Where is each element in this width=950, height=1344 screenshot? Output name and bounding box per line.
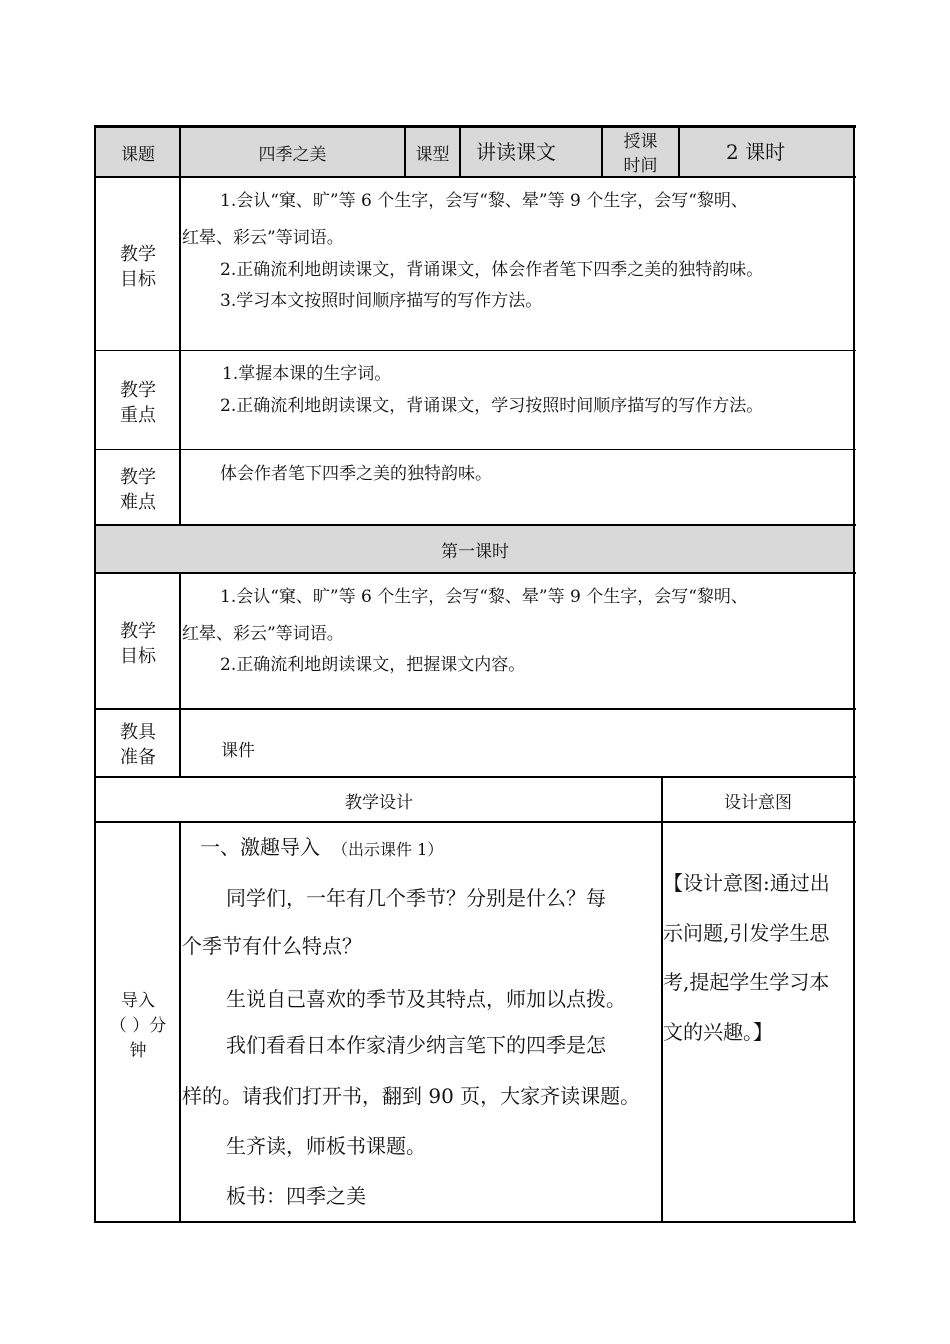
col-divider bbox=[678, 125, 680, 177]
session-goals-label-line1: 教学 bbox=[120, 621, 156, 642]
col-divider bbox=[661, 776, 663, 1223]
goals-line: 1.会认“窠、旷”等 6 个生字，会写“黎、晕”等 9 个生字，会写“黎明、 bbox=[220, 191, 748, 211]
intent-line: 【设计意图:通过出 bbox=[663, 871, 830, 895]
intro-label-line2: （ ）分 bbox=[109, 1016, 167, 1036]
materials-label-line1: 教具 bbox=[120, 722, 156, 743]
table-border-right bbox=[853, 125, 855, 1223]
session-goals-line: 2.正确流利地朗读课文，把握课文内容。 bbox=[220, 655, 526, 675]
topic-value: 四季之美 bbox=[258, 145, 327, 165]
goals-line: 红晕、彩云”等词语。 bbox=[182, 228, 344, 248]
goals-label-line1: 教学 bbox=[120, 244, 156, 265]
row-divider bbox=[94, 776, 856, 778]
goals-label-line2: 目标 bbox=[120, 269, 156, 290]
intro-label-line3: 钟 bbox=[129, 1041, 147, 1061]
intent-line: 示问题,引发学生思 bbox=[663, 921, 830, 945]
materials-value: 课件 bbox=[221, 741, 255, 761]
row-divider bbox=[94, 524, 856, 526]
type-label: 课型 bbox=[415, 145, 450, 165]
hours-value: 2 课时 bbox=[726, 140, 786, 164]
row-divider bbox=[94, 572, 856, 574]
difficulties-label-line1: 教学 bbox=[120, 467, 156, 488]
row-divider bbox=[94, 821, 856, 823]
intro-line: 生齐读，师板书课题。 bbox=[226, 1134, 426, 1158]
intro-heading-note: （出示课件 1） bbox=[332, 840, 444, 859]
intro-line: 同学们，一年有几个季节？分别是什么？每 bbox=[226, 886, 606, 910]
design-header: 教学设计 bbox=[345, 793, 413, 813]
table-border-top bbox=[94, 125, 856, 128]
materials-label-line2: 准备 bbox=[120, 747, 156, 768]
difficulties-label-line2: 难点 bbox=[120, 492, 156, 513]
intro-line: 板书：四季之美 bbox=[226, 1184, 366, 1208]
goals-line: 2.正确流利地朗读课文，背诵课文，体会作者笔下四季之美的独特韵味。 bbox=[220, 260, 764, 280]
intent-header: 设计意图 bbox=[724, 793, 792, 813]
session-goals-label-line2: 目标 bbox=[120, 646, 156, 667]
intro-line: 个季节有什么特点？ bbox=[182, 934, 362, 958]
row-divider bbox=[94, 708, 856, 710]
table-border-bottom bbox=[94, 1221, 856, 1223]
intro-heading: 一、激趣导入 bbox=[200, 835, 320, 859]
row-divider bbox=[94, 449, 856, 450]
session-goals-line: 红晕、彩云”等词语。 bbox=[182, 624, 344, 644]
topic-label: 课题 bbox=[121, 145, 155, 165]
keypoints-label-line1: 教学 bbox=[120, 380, 156, 401]
hours-label-line1: 授课 bbox=[623, 132, 658, 152]
intro-line: 样的。请我们打开书，翻到 90 页，大家齐读课题。 bbox=[182, 1084, 641, 1108]
row-divider bbox=[94, 350, 856, 351]
row-divider bbox=[94, 176, 856, 178]
keypoints-line: 2.正确流利地朗读课文，背诵课文，学习按照时间顺序描写的写作方法。 bbox=[220, 396, 764, 416]
type-value: 讲读课文 bbox=[476, 140, 556, 164]
session-title: 第一课时 bbox=[441, 542, 509, 562]
hours-label-line2: 时间 bbox=[623, 156, 658, 176]
keypoints-label-line2: 重点 bbox=[120, 405, 156, 426]
intro-label-line1: 导入 bbox=[121, 991, 155, 1011]
intro-line: 生说自己喜欢的季节及其特点，师加以点拨。 bbox=[226, 987, 626, 1011]
intent-line: 文的兴趣。】 bbox=[663, 1020, 773, 1044]
col-divider bbox=[459, 125, 461, 177]
intro-line: 我们看看日本作家清少纳言笔下的四季是怎 bbox=[226, 1033, 606, 1057]
session-goals-line: 1.会认“窠、旷”等 6 个生字，会写“黎、晕”等 9 个生字，会写“黎明、 bbox=[220, 587, 748, 607]
intent-line: 考,提起学生学习本 bbox=[663, 970, 830, 994]
goals-line: 3.学习本文按照时间顺序描写的写作方法。 bbox=[220, 291, 543, 311]
difficulties-text: 体会作者笔下四季之美的独特韵味。 bbox=[220, 464, 492, 484]
keypoints-line: 1.掌握本课的生字词。 bbox=[222, 364, 392, 384]
